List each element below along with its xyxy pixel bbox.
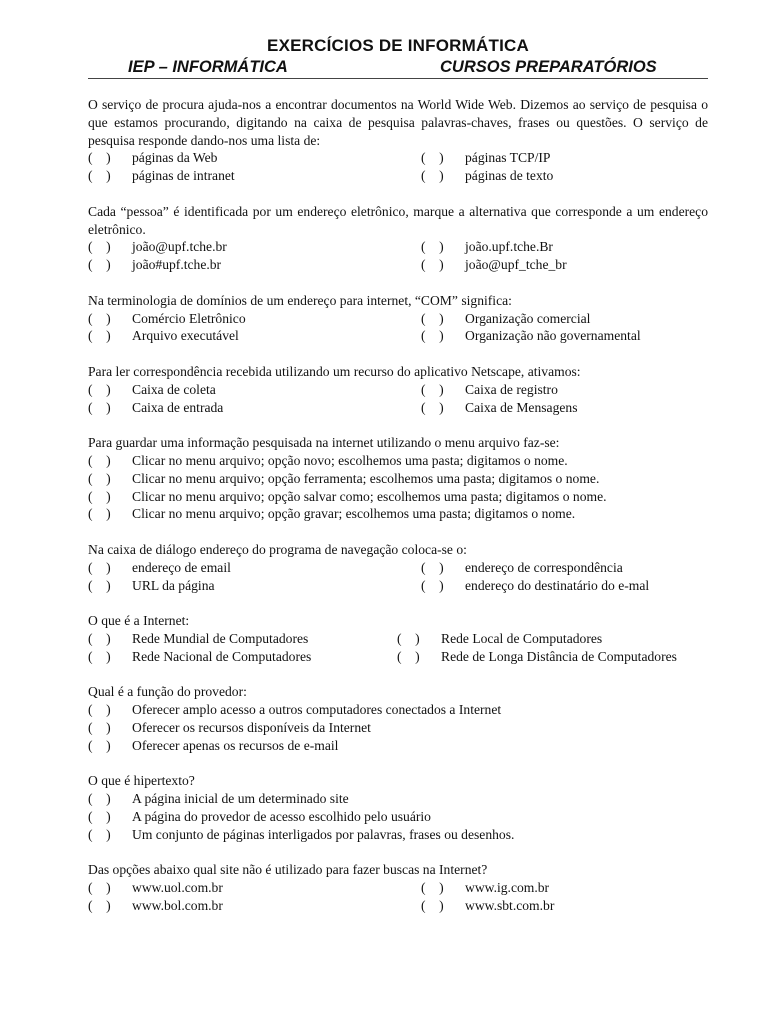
option-label: joão@upf.tche.br xyxy=(132,239,227,255)
answer-checkbox[interactable]: ( ) xyxy=(421,257,444,273)
option-label: Organização não governamental xyxy=(465,328,641,344)
option xyxy=(421,167,708,185)
option xyxy=(88,790,708,808)
option xyxy=(88,808,708,826)
option xyxy=(88,559,421,577)
option xyxy=(88,701,708,719)
answer-checkbox[interactable]: ( ) xyxy=(88,897,111,913)
option xyxy=(88,897,421,915)
answer-checkbox[interactable]: ( ) xyxy=(88,791,111,807)
answer-checkbox[interactable]: ( ) xyxy=(88,488,111,504)
option-label: Caixa de registro xyxy=(465,381,558,397)
option-label: URL da página xyxy=(132,577,215,593)
option-label: www.uol.com.br xyxy=(132,880,223,896)
option xyxy=(421,327,708,345)
answer-checkbox[interactable]: ( ) xyxy=(421,577,444,593)
answer-checkbox[interactable]: ( ) xyxy=(421,150,444,166)
option xyxy=(88,826,708,844)
option-label: Oferecer os recursos disponíveis da Internet xyxy=(132,719,371,735)
question-text: Cada “pessoa” é identificada por um endereço eletrônico, marque a alternativa que corresponde a um endereço eletrônico. xyxy=(88,203,708,237)
option-label: Rede de Longa Distância de Computadores xyxy=(441,648,677,664)
option xyxy=(88,327,421,345)
question-text: Na caixa de diálogo endereço do programa de navegação coloca-se o: xyxy=(88,541,467,557)
answer-checkbox[interactable]: ( ) xyxy=(88,880,111,896)
question-4 xyxy=(88,363,708,416)
option-label: joão#upf.tche.br xyxy=(132,257,222,273)
option xyxy=(88,488,708,506)
option xyxy=(421,399,708,417)
option xyxy=(421,559,708,577)
option-label: www.bol.com.br xyxy=(132,897,223,913)
option-label: Clicar no menu arquivo; opção gravar; escolhemos uma pasta; digitamos o nome. xyxy=(132,506,576,522)
answer-checkbox[interactable]: ( ) xyxy=(421,880,444,896)
answer-checkbox[interactable]: ( ) xyxy=(88,577,111,593)
option xyxy=(88,167,421,185)
option xyxy=(88,381,421,399)
answer-checkbox[interactable]: ( ) xyxy=(88,257,111,273)
question-9 xyxy=(88,772,708,843)
answer-checkbox[interactable]: ( ) xyxy=(88,648,111,664)
answer-checkbox[interactable]: ( ) xyxy=(88,310,111,326)
question-text: Para ler correspondência recebida utilizando um recurso do aplicativo Netscape, ativamos: xyxy=(88,363,581,379)
document-title: EXERCÍCIOS DE INFORMÁTICA xyxy=(267,36,529,55)
option-label: endereço do destinatário do e-mal xyxy=(465,577,650,593)
option xyxy=(421,149,708,167)
option xyxy=(397,630,708,648)
question-text: O que é a Internet: xyxy=(88,613,190,629)
answer-checkbox[interactable]: ( ) xyxy=(88,630,111,646)
document-subtitle xyxy=(88,56,708,79)
option xyxy=(88,648,397,666)
question-text: Na terminologia de domínios de um endereço para internet, “COM” significa: xyxy=(88,292,512,308)
answer-checkbox[interactable]: ( ) xyxy=(397,648,420,664)
option-label: Clicar no menu arquivo; opção ferramenta; escolhemos uma pasta; digitamos o nome. xyxy=(132,470,600,486)
answer-checkbox[interactable]: ( ) xyxy=(397,630,420,646)
answer-checkbox[interactable]: ( ) xyxy=(88,399,111,415)
option xyxy=(88,577,421,595)
answer-checkbox[interactable]: ( ) xyxy=(421,239,444,255)
answer-checkbox[interactable]: ( ) xyxy=(421,897,444,913)
option-label: Clicar no menu arquivo; opção salvar como; escolhemos uma pasta; digitamos o nome. xyxy=(132,488,607,504)
option xyxy=(421,879,708,897)
option-label: Comércio Eletrônico xyxy=(132,310,246,326)
option-label: endereço de email xyxy=(132,559,231,575)
option-label: páginas de texto xyxy=(465,168,554,184)
option-label: A página inicial de um determinado site xyxy=(132,791,349,807)
answer-checkbox[interactable]: ( ) xyxy=(88,702,111,718)
question-7 xyxy=(88,612,708,665)
answer-checkbox[interactable]: ( ) xyxy=(88,506,111,522)
option xyxy=(421,897,708,915)
institution-label: IEP – INFORMÁTICA xyxy=(128,58,288,76)
option xyxy=(88,719,708,737)
answer-checkbox[interactable]: ( ) xyxy=(88,381,111,397)
answer-checkbox[interactable]: ( ) xyxy=(88,239,111,255)
question-6 xyxy=(88,541,708,594)
option xyxy=(88,879,421,897)
option xyxy=(88,256,421,274)
option xyxy=(88,452,708,470)
option xyxy=(88,630,397,648)
question-3 xyxy=(88,292,708,345)
option-label: Oferecer apenas os recursos de e-mail xyxy=(132,737,339,753)
option-label: A página do provedor de acesso escolhido pelo usuário xyxy=(132,808,431,824)
answer-checkbox[interactable]: ( ) xyxy=(88,808,111,824)
option xyxy=(88,149,421,167)
option-label: Caixa de Mensagens xyxy=(465,399,578,415)
question-text: O serviço de procura ajuda-nos a encontrar documentos na World Wide Web. Dizemos ao serviço de pesquisa o que estamos procurando, digitando na caixa de pesquisa palavras-chaves, frases ou questões. O serviço de pesquisa responde dando-nos uma lista de: xyxy=(88,97,708,148)
option-label: Rede Local de Computadores xyxy=(441,630,603,646)
answer-checkbox[interactable]: ( ) xyxy=(88,150,111,166)
option-label: Oferecer amplo acesso a outros computadores conectados a Internet xyxy=(132,702,502,718)
option-label: Rede Mundial de Computadores xyxy=(132,630,309,646)
option-label: Caixa de coleta xyxy=(132,381,216,397)
option xyxy=(88,310,421,328)
option-label: www.sbt.com.br xyxy=(465,897,555,913)
option xyxy=(88,470,708,488)
option-label: páginas de intranet xyxy=(132,168,235,184)
option-label: Clicar no menu arquivo; opção novo; escolhemos uma pasta; digitamos o nome. xyxy=(132,452,568,468)
question-list xyxy=(88,96,708,932)
option xyxy=(88,737,708,755)
option xyxy=(421,256,708,274)
question-8 xyxy=(88,683,708,754)
answer-checkbox[interactable]: ( ) xyxy=(88,452,111,468)
answer-checkbox[interactable]: ( ) xyxy=(421,399,444,415)
answer-checkbox[interactable]: ( ) xyxy=(88,826,111,842)
option-label: páginas TCP/IP xyxy=(465,150,551,166)
option xyxy=(88,238,421,256)
option-label: joão@upf_tche_br xyxy=(465,257,567,273)
option-label: Rede Nacional de Computadores xyxy=(132,648,312,664)
answer-checkbox[interactable]: ( ) xyxy=(88,328,111,344)
option-label: Arquivo executável xyxy=(132,328,239,344)
option-label: Organização comercial xyxy=(465,310,591,326)
option-label: endereço de correspondência xyxy=(465,559,623,575)
answer-checkbox[interactable]: ( ) xyxy=(421,310,444,326)
answer-checkbox[interactable]: ( ) xyxy=(421,328,444,344)
answer-checkbox[interactable]: ( ) xyxy=(88,470,111,486)
option xyxy=(397,648,708,666)
option-label: www.ig.com.br xyxy=(465,880,550,896)
option xyxy=(421,381,708,399)
question-5 xyxy=(88,434,708,523)
answer-checkbox[interactable]: ( ) xyxy=(88,737,111,753)
option-label: Um conjunto de páginas interligados por palavras, frases ou desenhos. xyxy=(132,826,515,842)
question-text: Das opções abaixo qual site não é utilizado para fazer buscas na Internet? xyxy=(88,862,488,878)
question-10 xyxy=(88,861,708,914)
answer-checkbox[interactable]: ( ) xyxy=(421,381,444,397)
option-label: Caixa de entrada xyxy=(132,399,224,415)
document-header xyxy=(88,36,708,79)
option xyxy=(421,577,708,595)
answer-checkbox[interactable]: ( ) xyxy=(421,559,444,575)
option xyxy=(421,238,708,256)
answer-checkbox[interactable]: ( ) xyxy=(88,168,111,184)
question-text: Para guardar uma informação pesquisada na internet utilizando o menu arquivo faz-se: xyxy=(88,435,560,451)
answer-checkbox[interactable]: ( ) xyxy=(421,168,444,184)
question-text: Qual é a função do provedor: xyxy=(88,684,247,700)
answer-checkbox[interactable]: ( ) xyxy=(88,559,111,575)
question-text: O que é hipertexto? xyxy=(88,773,195,789)
option xyxy=(88,399,421,417)
option-label: joão.upf.tche.Br xyxy=(465,239,553,255)
option xyxy=(88,505,708,523)
answer-checkbox[interactable]: ( ) xyxy=(88,719,111,735)
question-2 xyxy=(88,203,708,274)
question-1 xyxy=(88,96,708,185)
option xyxy=(421,310,708,328)
option-label: páginas da Web xyxy=(132,150,218,166)
course-label: CURSOS PREPARATÓRIOS xyxy=(440,58,657,76)
